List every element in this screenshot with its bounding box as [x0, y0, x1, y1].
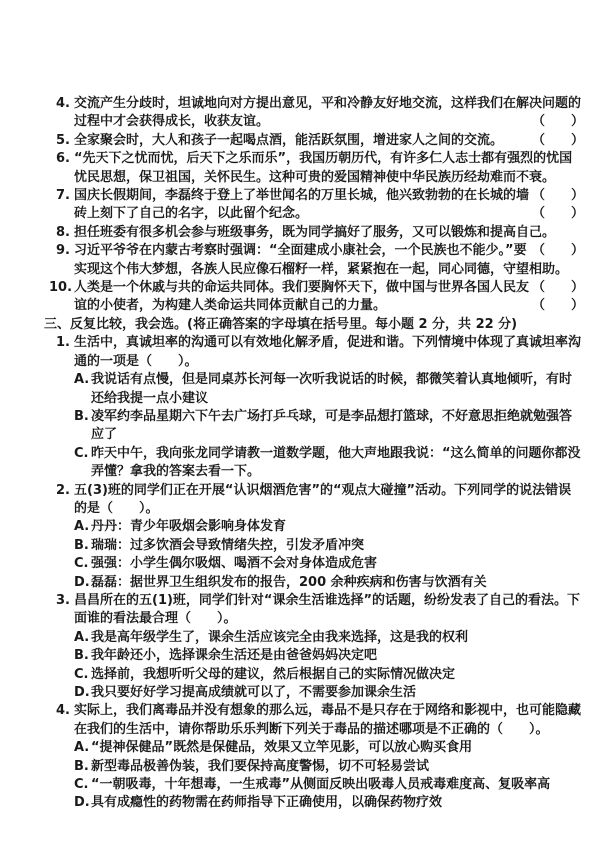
judgement-item: [44, 95, 584, 132]
option-letter: A.: [74, 629, 90, 645]
option-letter: B.: [74, 648, 89, 664]
option: [44, 629, 584, 647]
question-number: 3.: [56, 592, 70, 608]
answer-blank[interactable]: （ ）: [531, 188, 584, 204]
option: [44, 794, 584, 812]
question-number: 4.: [56, 703, 70, 719]
option-letter: D.: [74, 795, 90, 811]
item-number: 6.: [56, 151, 70, 167]
option-text: 我年龄还小，选择课余生活还是由爸爸妈妈决定吧: [91, 648, 378, 664]
item-text: 全家聚会时，大人和孩子一起喝点酒，能活跃氛围，增进家人之间的交流。: [74, 132, 504, 148]
question: [44, 702, 584, 812]
option: [44, 574, 584, 592]
option-text: 强强：小学生偶尔吸烟、喝酒不会对身体造成危害: [91, 556, 378, 572]
option-text: “提神保健品”既然是保健品，效果又立竿见影，可以放心购买食用: [91, 740, 473, 756]
answer-blank[interactable]: （ ）: [531, 243, 584, 259]
option-text: 昨天中午，我向张龙同学请教一道数学题，他大声地跟我说：“这么简单的问题你都没弄懂？拿我的答案去看一下。: [91, 445, 581, 480]
section-heading: 三、反复比较，我会选。(将正确答案的字母填在括号里。每小题 2 分，共 22 分): [44, 316, 518, 332]
question-text: 实际上，我们离毒品并没有想象的那么远，毒品不是只存在于网络和影视中，也可能隐藏在我们的生活中，请你帮助乐乐判断下列关于毒品的描述哪项是不正确的（ ）。: [74, 703, 582, 737]
option: [44, 408, 584, 445]
option-letter: C.: [74, 666, 89, 682]
question-text: 五(3)班的同学们正在开展“认识烟酒危害”的“观点大碰撞”活动。下列同学的说法错误的是（ ）。: [74, 482, 572, 516]
judgement-item: [44, 187, 584, 224]
judgement-item: [44, 279, 584, 316]
option-letter: C.: [74, 777, 89, 793]
option-letter: A.: [74, 519, 90, 535]
question-text: 生活中，真诚坦率的沟通可以有效地化解矛盾，促进和谐。下列情境中体现了真诚坦率沟通的一项是（ ）。: [74, 335, 582, 369]
page-content: [44, 95, 584, 813]
option-text: 我是高年级学生了，课余生活应该完全由我来选择，这是我的权利: [91, 629, 469, 645]
question-stem: [44, 334, 584, 371]
judgement-item: [44, 224, 584, 259]
answer-blank[interactable]: （ ）: [531, 298, 584, 314]
option-text: 丹丹：青少年吸烟会影响身体发育: [91, 519, 287, 535]
option-letter: D.: [74, 685, 90, 700]
option-text: 我说话有点慢，但是同桌苏长河每一次听我说话的时候，都微笑着认真地倾听，有时还给我提一点小建议: [91, 372, 573, 406]
item-number: 5.: [56, 132, 70, 148]
option-text: 磊磊：据世界卫生组织发布的报告，200 余种疾病和伤害与饮酒有关: [91, 574, 487, 590]
option: [44, 666, 584, 684]
answer-blank[interactable]: （ ）: [531, 114, 584, 130]
question-number: 2.: [56, 482, 70, 498]
question: [44, 334, 584, 481]
option-letter: D.: [74, 574, 90, 590]
option: [44, 758, 584, 776]
judgement-item: [44, 132, 584, 150]
option: [44, 518, 584, 536]
question-text: 昌昌所在的五(1)班，同学们针对“课余生活谁选择”的话题，纷纷发表了自己的看法。下面谁的看法最合理（ ）。: [74, 592, 581, 627]
judgement-section: [44, 95, 584, 316]
item-text: “先天下之忧而忧，后天下之乐而乐”，我国历朝历代，有许多仁人志士都有强烈的忧国忧民思想，保卫祖国，关怀民生。这种可贵的爱国精神使中华民族历经劫难而不衰。: [74, 151, 573, 185]
option-letter: C.: [74, 445, 89, 461]
option: [44, 537, 584, 555]
question-number: 1.: [56, 335, 70, 351]
question: [44, 592, 584, 702]
item-text: 习近平爷爷在内蒙古考察时强调：“全面建成小康社会，一个民族也不能少。”要实现这个伟大梦想，各族人民应像石榴籽一样，紧紧抱在一起，同心同德，守望相助。: [74, 243, 569, 277]
item-text: 担任班委有很多机会参与班级事务，既为同学搞好了服务，又可以锻炼和提高自己。: [74, 224, 556, 240]
question-stem: [44, 702, 584, 739]
item-text: 国庆长假期间，李磊终于登上了举世闻名的万里长城，他兴致勃勃的在长城的墙砖上刻下了自己的名字，以此留个纪念。: [74, 188, 530, 222]
answer-blank[interactable]: （ ）: [531, 280, 584, 296]
option: [44, 739, 584, 757]
item-number: 10.: [49, 280, 73, 296]
option-text: 凌军约李品星期六下午去广场打乒乓球，可是李品想打篮球，不好意思拒绝就勉强答应了: [91, 408, 573, 443]
question-stem: [44, 592, 584, 629]
option-text: 瑞瑞：过多饮酒会导致情绪失控，引发矛盾冲突: [91, 537, 365, 553]
option: [44, 647, 584, 665]
item-text: 人类是一个休戚与共的命运共同体。我们要胸怀天下，做中国与世界各国人民友谊的小使者，为构建人类命运共同体贡献自己的力量。: [74, 280, 530, 314]
option-letter: B.: [74, 408, 89, 424]
question: [44, 482, 584, 592]
option-letter: A.: [74, 372, 90, 388]
option: [44, 445, 584, 482]
option-text: “一朝吸毒，十年想毒，一生戒毒”从侧面反映出吸毒人员戒毒难度高、复吸率高: [91, 777, 551, 793]
option-letter: C.: [74, 556, 89, 572]
option-letter: A.: [74, 740, 90, 756]
option-letter: B.: [74, 537, 89, 553]
item-number: 7.: [56, 188, 70, 204]
option-letter: B.: [74, 758, 89, 774]
item-number: 8.: [56, 224, 70, 240]
item-number: 9.: [56, 243, 70, 259]
option: [44, 684, 584, 702]
option-text: 具有成瘾性的药物需在药师指导下正确使用，以确保药物疗效: [91, 795, 443, 811]
judgement-item: [44, 150, 584, 204]
option: [44, 776, 584, 794]
answer-blank[interactable]: （ ）: [531, 206, 584, 222]
option-text: 选择前，我想听听父母的建议，然后根据自己的实际情况做决定: [91, 666, 456, 682]
item-number: 4.: [56, 96, 70, 111]
question-stem: [44, 482, 584, 519]
answer-blank[interactable]: （ ）: [531, 132, 584, 148]
option: [44, 555, 584, 573]
option-text: 我只要好好学习提高成绩就可以了，不需要参加课余生活: [91, 685, 417, 700]
item-text: 交流产生分歧时，坦诚地向对方提出意见，平和冷静友好地交流，这样我们在解决问题的过程中才会获得成长，收获友谊。: [74, 96, 582, 130]
option-text: 新型毒品极善伪装，我们要保持高度警惕，切不可轻易尝试: [91, 758, 430, 774]
option: [44, 371, 584, 408]
